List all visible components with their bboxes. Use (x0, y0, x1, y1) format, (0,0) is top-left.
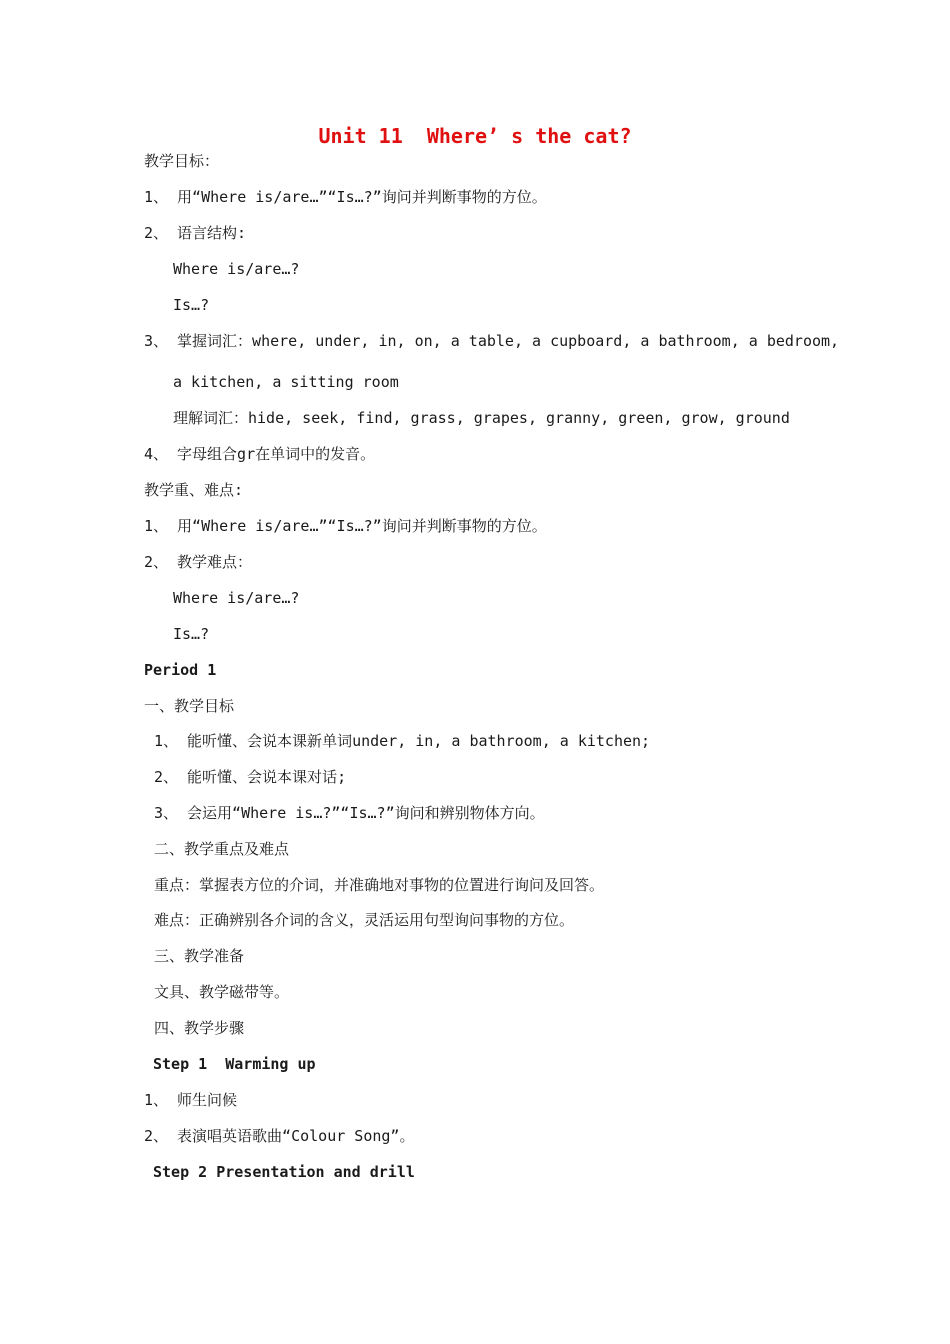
objective-1: 1、 用“Where is/are…”“Is…?”询问并判断事物的方位。 (144, 188, 547, 206)
objective-2-pattern-b: Is…? (173, 296, 210, 314)
document-title: Unit 11 Where’ s the cat? (318, 124, 632, 148)
section-4-heading: 四、教学步骤 (154, 1019, 245, 1037)
objective-4: 4、 字母组合gr在单词中的发音。 (144, 445, 376, 463)
objectives-heading: 教学目标： (144, 152, 220, 170)
objective-2-pattern-a: Where is/are…? (173, 260, 300, 278)
section-1-item-2: 2、 能听懂、会说本课对话; (154, 768, 347, 786)
step-2-heading: Step 2 Presentation and drill (153, 1163, 415, 1181)
step-1-item-2: 2、 表演唱英语歌曲“Colour Song”。 (144, 1127, 415, 1145)
section-1-item-3: 3、 会运用“Where is…?”“Is…?”询问和辨别物体方向。 (154, 804, 545, 822)
section-3-heading: 三、教学准备 (154, 947, 245, 965)
key-point-1: 1、 用“Where is/are…”“Is…?”询问并判断事物的方位。 (144, 517, 547, 535)
section-1-heading: 一、教学目标 (144, 697, 235, 715)
section-3-content: 文具、教学磁带等。 (154, 983, 290, 1001)
section-1-item-1: 1、 能听懂、会说本课新单词under, in, a bathroom, a kitchen; (154, 732, 651, 750)
step-1-item-1: 1、 师生问候 (144, 1091, 238, 1109)
step-1-heading: Step 1 Warming up (153, 1055, 316, 1073)
section-2-difficulty: 难点：正确辨别各介词的含义，灵活运用句型询问事物的方位。 (154, 911, 575, 929)
period-heading: Period 1 (144, 661, 217, 679)
key-point-2: 2、 教学难点： (144, 553, 253, 571)
key-point-2-pattern-b: Is…? (173, 625, 210, 643)
objective-3-understand: 理解词汇：hide, seek, find, grass, grapes, granny, green, grow, ground (173, 409, 790, 427)
key-point-2-pattern-a: Where is/are…? (173, 589, 300, 607)
objective-3-continued: a kitchen, a sitting room (173, 373, 399, 391)
section-2-key: 重点：掌握表方位的介词，并准确地对事物的位置进行询问及回答。 (154, 876, 605, 894)
section-2-heading: 二、教学重点及难点 (154, 840, 290, 858)
objective-3: 3、 掌握词汇：where, under, in, on, a table, a cupboard, a bathroom, a bedroom, (144, 332, 840, 350)
objective-2: 2、 语言结构: (144, 224, 247, 242)
key-points-heading: 教学重、难点: (144, 481, 244, 499)
